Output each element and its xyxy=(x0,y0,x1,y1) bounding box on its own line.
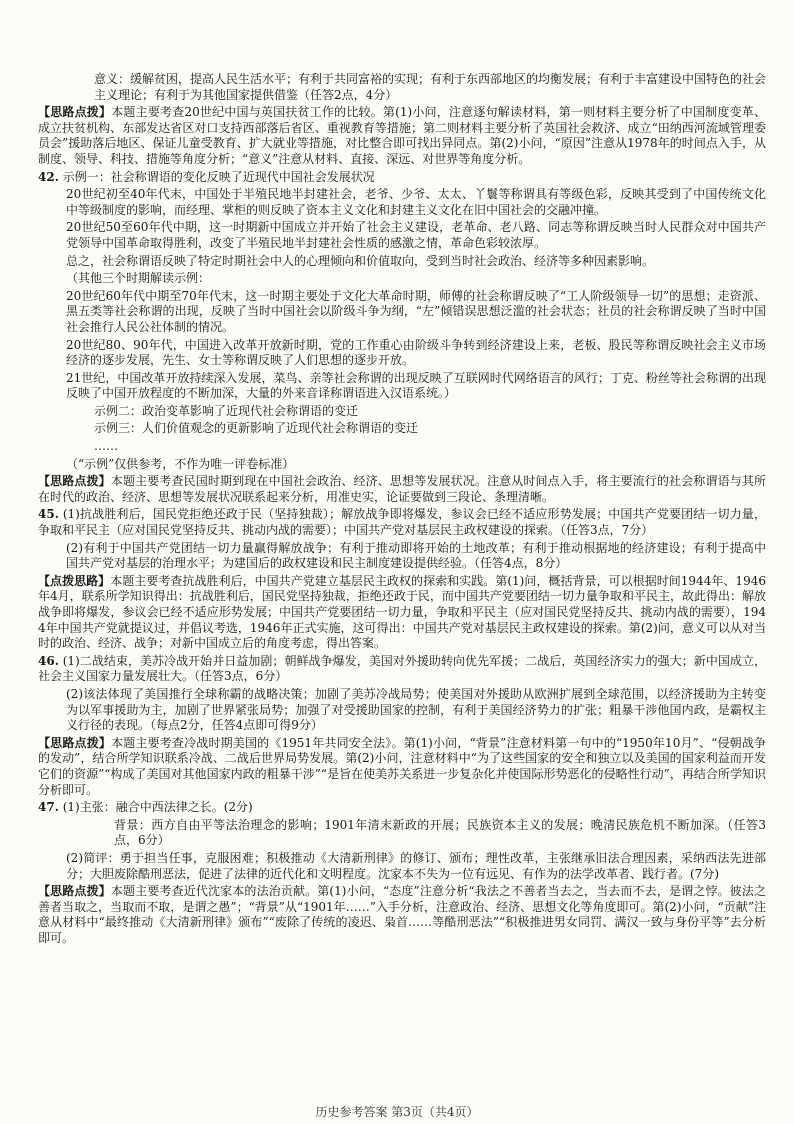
hint-text: 本题主要考查冷战时期美国的《1951年共同安全法》。第(1)小问，“背景”注意材料第一句中的“1950年10月”、“侵朝战争的发动”，结合所学知识联系冷战、二战后世界局势发展。第(2)小问，注意材料中“为了这些国家的安全和独立以及美国的国家利益而开发它们的资源”“构成了美国对其他国家内政的粗暴干涉”“是旨在使美苏关系进一步复杂化并使国际形势恶化的侵略性行动”，再结合所学知识分析即可。 xyxy=(38,735,766,797)
q42-paragraph-1950s: 20世纪50至60年代中期，这一时期新中国成立并开始了社会主义建设，老革命、老八路、同志等称谓反映当时人民群众对中国共产党领导中国革命取得胜利，改变了半殖民地半封建社会性质的感激之情，革命色彩较浓厚。 xyxy=(66,220,766,250)
q42-paragraph-21st: 21世纪，中国改革开放持续深入发展，菜鸟、亲等社会称谓的出现反映了互联网时代网络语言的风行；丁克、粉丝等社会称谓的出现反映了中国开放程度的不断加深，大量的外来音译称谓语进入汉语系统。） xyxy=(66,370,766,401)
hint-text: 本题主要考查近代沈家本的法治贡献。第(1)小问，“态度”注意分析“我法之不善者当去之，当去而不去，是谓之悖。彼法之善者当取之，当取而不取，是谓之愚”；“背景”从“1901年……”入手分析，注意政治、经济、思想文化等角度即可。第(2)小问，“贡献”注意从材料中“最终推动《大清新刑律》颁布”“废除了传统的凌迟、枭首……等酷刑恶法”“积极推进男女同罚、满汉一致与身份平等”去分析即可。 xyxy=(38,884,766,945)
hint-paragraph xyxy=(38,884,766,946)
q47-answer-1 xyxy=(38,800,766,816)
q42-heading xyxy=(38,170,766,186)
hint-tag: 【思路点拨】 xyxy=(38,105,112,120)
answer-text: (1)主张：融合中西法律之长。(2分) xyxy=(62,800,253,815)
hint-tag: 【思路点拨】 xyxy=(38,884,111,899)
hint-text: 本题主要考查抗战胜利后，中国共产党建立基层民主政权的探索和实践。第(1)问，概括背景，可以根据时间1944年、1946年4月，联系所学知识得出：抗战胜利后，国民党坚持独裁，拒绝还政于民，而中国共产党要团结一切力量争取和平民主，故此得出：解放战争即将爆发，参议会已经不适应形势发展；中国共产党要团结一切力量，争取和平民主（应对国民党坚持反共、挑动内战的需要），1944年中国共产党就提议过，并倡议考选，1946年正式实施，这可得出：中国共产党对基层民主政权建设的探索。第(2)问，意义可以从对当时的政治、经济、战争；对新中国成立后的角度考虑，得出答案。 xyxy=(38,573,766,651)
q42-paragraph-1980s: 20世纪80、90年代，中国进入改革开放新时期，党的工作重心由阶级斗争转到经济建设上来，老板、股民等称谓反映社会主义市场经济的逐步发展，先生、女士等称谓反映了人们思想的逐步开放。 xyxy=(66,337,766,368)
significance-text: 意义：缓解贫困，提高人民生活水平；有利于共同富裕的实现；有利于东西部地区的均衡发展；有利于丰富建设中国特色的社会主义理论；有利于为其他国家提供借鉴（任答2点，4分） xyxy=(94,72,767,102)
q46-answer-1 xyxy=(38,654,766,685)
q46-answer-2: (2)该法体现了美国推行全球称霸的战略决策；加剧了美苏冷战局势；使美国对外援助从欧洲扩展到全球范围，以经济援助为主转变为以军事援助为主，加剧了世界紧张局势；加强了对受援助国家的控制，有利于美国经济势力的扩张；粗暴干涉他国内政，是霸权主义行径的表现。（每点2分，任答4点即可得9分） xyxy=(66,686,766,733)
page-footer: 历史参考答案 第3页（共4页） xyxy=(315,1105,479,1119)
hint-tag: 【思路点拨】 xyxy=(38,735,112,750)
hint-text: 本题主要考查20世纪中国与英国扶贫工作的比较。第(1)小问，注意逐句解读材料，第一则材料主要分析了中国制度变革、成立扶贫机构、东部发达省区对口支持西部落后省区、重视教育等措施；第二则材料主要分析了英国社会救济、成立“田纳西河流域管理委员会”援助落后地区、保证儿童受教育、扩大就业等措施，对比整合即可找出异同点。第(2)小问，“原因”注意从1978年的时间点入手，从制度、领导、科技、措施等角度分析；“意义”注意从材料、直接、深远、对世界等角度分析。 xyxy=(38,105,766,166)
hint-paragraph xyxy=(38,574,766,652)
hint-tag: 【思路点拨】 xyxy=(38,474,111,489)
example-three: 示例三：人们价值观念的更新影响了近现代社会称谓语的变迁 xyxy=(94,421,419,436)
example-note: （“示例”仅供参考，不作为唯一评卷标准） xyxy=(66,456,295,471)
hint-paragraph xyxy=(38,105,766,167)
q42-paragraph-early-century: 20世纪初至40年代末，中国处于半殖民地半封建社会，老爷、少爷、太太、丫鬟等称谓具有等级色彩，反映其受到了中国传统文化中等级制度的影响，而经理、掌柜的则反映了资本主义文化和封建主义文化在旧中国社会的交融冲撞。 xyxy=(66,187,766,217)
answer-text: (1)抗战胜利后，国民党拒绝还政于民（坚持独裁）；解放战争即将爆发，参议会已经不适应形势发展；中国共产党要团结一切力量，争取和平民主（应对国民党坚持反共、挑动内战的需要）；中国共产党对基层民主政权建设的探索。（任答3点，7分） xyxy=(38,507,766,538)
q45-answer-1 xyxy=(38,507,766,538)
question-number: 47. xyxy=(38,800,59,815)
hint-paragraph xyxy=(38,736,766,798)
q47-background: 背景：西方自由平等法治理念的影响；1901年清末新政的开展；民族资本主义的发展；晚清民族危机不断加深。（任答3点，6分） xyxy=(114,817,766,848)
question-number: 46. xyxy=(38,653,59,668)
example-one-title: 示例一：社会称谓语的变化反映了近现代中国社会发展状况 xyxy=(62,169,375,184)
hint-tag: 【点拨思路】 xyxy=(38,573,111,588)
question-number: 42. xyxy=(38,169,59,184)
question-number: 45. xyxy=(38,507,59,522)
q47-answer-2: (2)简评：勇于担当任事，克服困难；积极推动《大清新刑律》的修订、颁布；理性改革，主张继承旧法合理因素，采纳西法先进部分；大胆废除酷刑恶法，促进了法律的近代化和文明程度。沈家本不失为一位有远见、有作为的法学改革者、践行者。(7分) xyxy=(66,850,766,881)
example-two: 示例二：政治变革影响了近现代社会称谓语的变迁 xyxy=(94,403,359,418)
q45-answer-2: (2)有利于中国共产党团结一切力量赢得解放战争；有利于推动即将开始的土地改革；有利于推动根据地的经济建设；有利于提高中国共产党对基层的治理水平；为建国后的政权建设和民主制度建设提供经验。（任答4点，8分） xyxy=(66,540,766,571)
hint-paragraph xyxy=(38,474,766,505)
ellipsis: …… xyxy=(94,439,118,454)
hint-text: 本题主要考查民国时期到现在中国社会政治、经济、思想等发展状况。注意从时间点入手，将主要流行的社会称谓语与其所在时代的政治、经济、思想等发展状况联系起来分析，用准史实，论证要做到三段论、条理清晰。 xyxy=(38,474,766,504)
q42-paragraph-1960s: 20世纪60年代中期至70年代末，这一时期主要处于文化大革命时期，师傅的社会称谓反映了“工人阶级领导一切”的思想；走资派、黑五类等社会称谓的出现，反映了当时中国社会以阶级斗争为纲，“左”倾错误思想泛滥的社会状态；社员的社会称谓反映了当时中国社会推行人民公社体制的情况。 xyxy=(66,288,766,334)
q42-other-periods-label: （其他三个时期解读示例： xyxy=(66,271,211,286)
answer-text: (1)二战结束，美苏冷战开始并日益加剧；朝鲜战争爆发，美国对外援助转向优先军援；二战后，英国经济实力的强大；新中国成立，社会主义国家力量发展壮大。（任答3点，6分） xyxy=(38,653,766,684)
q42-conclusion: 总之，社会称谓语反映了特定时期社会中人的心理倾向和价值取向，受到当时社会政治、经济等多种因素影响。 xyxy=(66,253,655,268)
